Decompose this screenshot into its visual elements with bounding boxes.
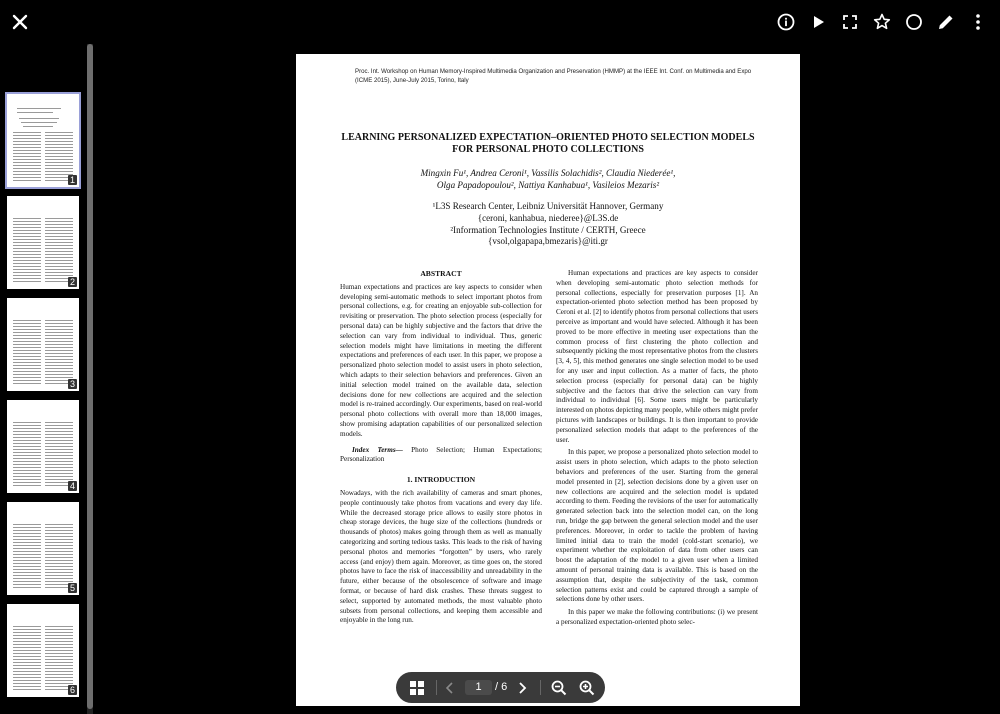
thumbnail-sidebar <box>0 44 94 714</box>
chevron-left-icon[interactable] <box>442 672 458 703</box>
thumbnail-page-2[interactable] <box>7 196 79 289</box>
paragraph: Human expectations and practices are key aspects to consider when developing semi-automatic photo selection methods for personal collections, especially for preservation purposes [1]. An expectation-oriented photo selection method has been proposed by Ceroni et al. [2] to identify photos from personal collections that users perceive as important and would have selected. Although it has been proved to be more effective in meeting user expectations than the common process of first clustering the photo collection and subsequently picking the most representative photos from the clusters [3, 4, 5], this method generates one single selection model to be used for any user and input collection. As a matter of facts, the photo selection process (especially for personal data) can be highly subjective and the factors that drive the selection can vary from individual to individual [6]. Some users might be particularly interested on photos depicting many people, while others might prefer pictures with landscapes or buildings. It is then important to provide personalized selection models that adapt to the preferences of the user. <box>556 269 759 444</box>
index-terms <box>340 446 542 466</box>
thumbnail-number: 3 <box>69 379 75 389</box>
divider <box>436 680 437 695</box>
abstract-heading: ABSTRACT <box>420 269 462 278</box>
thumbnail-number: 1 <box>69 175 75 185</box>
close-icon[interactable] <box>8 10 32 34</box>
title-line: LEARNING PERSONALIZED EXPECTATION–ORIENTED PHOTO SELECTION MODELS <box>341 132 755 143</box>
affiliations <box>296 201 800 248</box>
fullscreen-icon[interactable] <box>838 10 862 34</box>
page-navigation-bar <box>396 672 605 703</box>
affiliation-line: ²Information Technologies Institute / CERTH, Greece <box>450 224 646 235</box>
index-terms-text: Photo Selection; Human Expectations; Personalization <box>340 445 542 464</box>
index-terms-label: Index Terms— <box>352 445 403 454</box>
grid-icon[interactable] <box>404 672 430 703</box>
conference-note: Proc. Int. Workshop on Human Memory-Inspired Multimedia Organization and Preservation (HMMP) at the IEEE Int. Conf. on Multimedia and Expo (ICME 2015), June-July 2015, Torino, Italy <box>355 68 752 84</box>
affiliation-line: {ceroni, kanhabua, niederee}@L3S.de <box>477 212 619 223</box>
abstract-text: Human expectations and practices are key aspects to consider when developing semi-automatic methods to select important photos from personal collections, e.g. for creating an enjoyable sub-collection for revisiting or preservation. The photo selection process (especially for personal data) can be highly subjective and the factors that drive the selection can vary from individual to individual. Thus, generic selection models might have limitations in meeting the different expectations and preferences of each user. In this paper, we propose a personalized photo selection model to assist users in photo selection, which adapts to their selection behaviors and preferences. Given an initial selection model trained on the available data, selection decisions done for new collections are acquired and the selection model is re-trained accordingly. Our experiments, based on real-world personal photo collections with overall more than 18,000 images, show promising adaptation capabilities of our personalized selection models. <box>340 282 542 438</box>
title-line: FOR PERSONAL PHOTO COLLECTIONS <box>452 144 644 155</box>
thumbnail-page-4[interactable] <box>7 400 79 493</box>
intro-text: Nowadays, with the rich availability of cameras and smart phones, people continuously take photos from vacations and every day life. While the decreased storage price allows to easily store photos in cheap storage devices, the huge size of the collections (hundreds or thousands of photos) makes going through them as well as manually categorizing and sorting tedious tasks. This leads to the risk of having personal photos and memories “forgotten” by users, who rarely access (and enjoy) them again. Moreover, as time goes on, the stored photos have to face the risk of inaccessibility and unreadability in the future, either because of the obsolescence of software and image format, or because of hard disk crashes. These threats suggest to select, supported by automated methods, the most valuable photo subsets from personal collections, and keeping them accessible and enjoyable in the long run. <box>340 488 542 625</box>
left-column <box>340 269 542 626</box>
play-icon[interactable] <box>806 10 830 34</box>
thumbnail-number: 5 <box>69 583 75 593</box>
top-toolbar <box>0 0 1000 44</box>
paragraph: In this paper, we propose a personalized photo selection model to assist users in photo selection, which adapts to the photo selection behaviors and preferences of the user. Starting from the general model presented in [2], selection decisions done by a given user on new collections are acquired and the selection model is updated according to them. Feeding the revisions of the user for automatically generated selection back into the selection model can, on the long run, bridge the gap between the general selection model and the user preferences. Moreover, in order to tackle the problem of having limited initial data to train the model (cold-start scenario), we experiment whether the exploitation of data from other users can boost the adaptation of the model to a given user when a limited amount of personal training data is available. This is based on the assumption that, despite the subjectivity of the task, common selection patterns exist and could be captured through a sample of selections done by other users. <box>556 448 758 604</box>
divider <box>540 680 541 695</box>
star-icon[interactable] <box>870 10 894 34</box>
right-column <box>556 269 758 628</box>
authors-line: Olga Papadopoulou², Nattiya Kanhabua¹, Vasileios Mezaris² <box>436 180 660 190</box>
authors-line: Mingxin Fu¹, Andrea Ceroni¹, Vassilis Solachidis², Claudia Niederée¹, <box>420 168 676 178</box>
intro-heading: 1. INTRODUCTION <box>406 475 476 485</box>
more-vertical-icon[interactable] <box>966 10 990 34</box>
circle-icon[interactable] <box>902 10 926 34</box>
thumbnail-number: 2 <box>69 277 75 287</box>
affiliation-line: {vsol,olgapapa,bmezaris}@iti.gr <box>488 236 608 247</box>
thumbnail-number: 6 <box>69 685 75 695</box>
paper-title <box>296 132 800 156</box>
thumbnail-page-3[interactable] <box>7 298 79 391</box>
pencil-icon[interactable] <box>934 10 958 34</box>
thumbnail-page-6[interactable] <box>7 604 79 697</box>
document-page <box>296 54 800 706</box>
thumbnail-page-1[interactable] <box>7 94 79 187</box>
paragraph: In this paper we make the following contributions: (i) we present a personalized expectation-oriented photo selec- <box>556 608 758 626</box>
sidebar-scrollbar[interactable] <box>87 44 93 709</box>
thumbnail-page-5[interactable] <box>7 502 79 595</box>
zoom-out-icon[interactable] <box>548 672 570 703</box>
page-total: / 6 <box>495 681 508 693</box>
authors <box>296 167 800 191</box>
chevron-right-icon[interactable] <box>514 672 530 703</box>
affiliation-line: ¹L3S Research Center, Leibniz Universität Hannover, Germany <box>432 201 664 211</box>
zoom-in-icon[interactable] <box>576 672 598 703</box>
info-icon[interactable] <box>774 10 798 34</box>
thumbnail-number: 4 <box>69 481 75 491</box>
page-number-input[interactable]: 1 <box>465 680 492 695</box>
